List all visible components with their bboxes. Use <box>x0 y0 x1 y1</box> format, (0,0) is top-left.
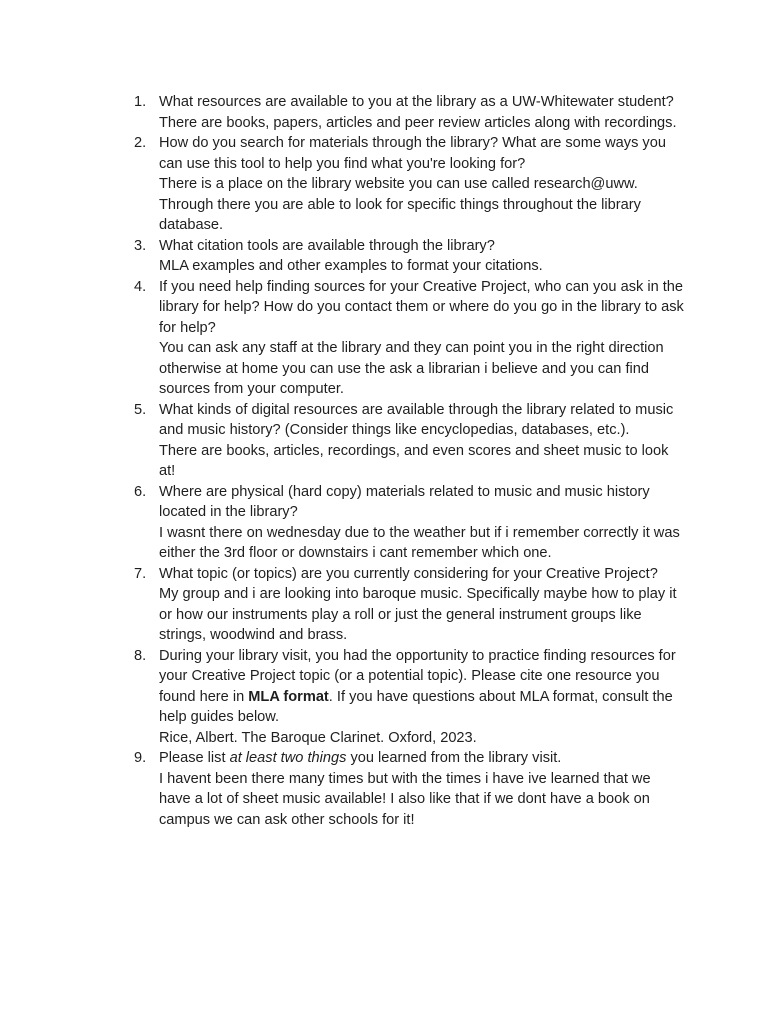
answer-text: My group and i are looking into baroque music. Specifically maybe how to play it or how our instruments play a roll or just the general instrument groups like strings, woodwind and brass. <box>159 586 677 643</box>
question-text: Where are physical (hard copy) materials related to music and music history located in the library? <box>159 483 650 520</box>
answer-text: There are books, papers, articles and peer review articles along with recordings. <box>159 114 677 131</box>
list-item <box>134 92 684 133</box>
item-number: 6. <box>134 483 147 500</box>
item-number: 7. <box>134 565 147 582</box>
item-number: 5. <box>134 401 147 418</box>
list-item <box>134 482 684 564</box>
question-text-part: . If you have questions about MLA format, consult the help guides below. <box>159 688 673 725</box>
item-number: 9. <box>134 750 147 766</box>
question-text: What resources are available to you at the library as a UW-Whitewater student? <box>159 94 674 110</box>
answer-text: Rice, Albert. The Baroque Clarinet. Oxford, 2023. <box>159 729 477 746</box>
answer-text: You can ask any staff at the library and they can point you in the right direction otherwise at home you can use the ask a librarian i believe and you can find sources from your computer. <box>159 340 664 397</box>
mla-format-bold-text: MLA format <box>248 688 329 705</box>
item-number: 4. <box>134 278 147 295</box>
list-item <box>134 564 684 646</box>
list-item <box>134 748 684 830</box>
question-text <box>159 646 684 728</box>
item-number: 1. <box>134 94 147 110</box>
answer-text: There is a place on the library website you can use called research@uww. Through there you are able to look for specific things throughout the library database. <box>159 176 641 233</box>
answer-text: I wasnt there on wednesday due to the weather but if i remember correctly it was either the 3rd floor or downstairs i cant remember which one. <box>159 524 680 561</box>
question-text-part: During your library visit, you had the opportunity to practice finding resources for your Creative Project topic (or a potential topic). Please cite one resource you found here in <box>159 647 676 705</box>
list-item <box>134 277 684 400</box>
question-text-part: you learned from the library visit. <box>346 750 562 766</box>
question-text: What citation tools are available through the library? <box>159 237 495 254</box>
question-text: How do you search for materials through the library? What are some ways you can use this tool to help you find what you're looking for? <box>159 135 666 172</box>
question-text <box>159 748 684 769</box>
list-item <box>134 236 684 277</box>
list-item <box>134 400 684 482</box>
list-item <box>134 646 684 749</box>
question-text: What topic (or topics) are you currently considering for your Creative Project? <box>159 565 658 582</box>
question-list <box>134 92 684 830</box>
item-number: 8. <box>134 647 147 664</box>
list-item <box>134 133 684 236</box>
question-text-part: Please list <box>159 750 230 766</box>
question-text: What kinds of digital resources are available through the library related to music and music history? (Consider things like encyclopedias, databases, etc.). <box>159 401 674 438</box>
item-number: 3. <box>134 237 147 254</box>
answer-text: There are books, articles, recordings, and even scores and sheet music to look at! <box>159 442 669 479</box>
answer-text: I havent been there many times but with the times i have ive learned that we have a lot of sheet music available! I also like that if we dont have a book on campus we can ask other schools for it! <box>159 770 651 828</box>
emphasis-text: at least two things <box>229 750 347 766</box>
answer-text: MLA examples and other examples to format your citations. <box>159 258 543 274</box>
item-number: 2. <box>134 135 147 151</box>
question-text: If you need help finding sources for your Creative Project, who can you ask in the library for help? How do you contact them or where do you go in the library to ask for help? <box>159 278 684 336</box>
